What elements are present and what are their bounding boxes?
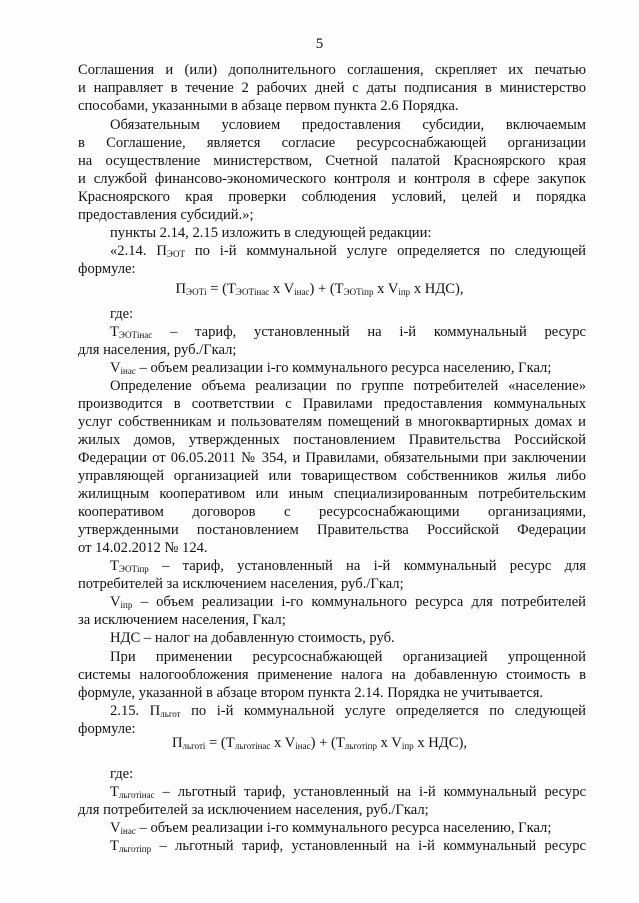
- definition-line: НДС – налог на добавленную стоимость, руб.: [110, 630, 395, 646]
- definition-line: $Т_{льготiпр}$ – льготный тариф, установленный на i-й коммунальный ресурс: [110, 838, 586, 854]
- paragraph-line: Соглашения и (или) дополнительного соглашения, скрепляет их печатью: [78, 62, 586, 78]
- paragraph-line: и направляет в течение 2 рабочих дней с даты подписания в министерство: [78, 80, 586, 96]
- definition-line: за исключением населения, Гкал;: [78, 612, 286, 628]
- definition-line: $Т_{льготiнас}$ – льготный тариф, установленный на i-й коммунальный ресурс: [110, 784, 586, 800]
- paragraph-line: формуле:: [78, 721, 136, 737]
- paragraph-line: услуг собственникам и пользователям помещений в многоквартирных домах и: [78, 414, 586, 430]
- paragraph-line: производится в соответствии с Правилами предоставления коммунальных: [78, 396, 586, 412]
- definition-line: для потребителей за исключением населения, руб./Гкал;: [78, 802, 429, 818]
- paragraph-line: формуле:: [78, 261, 136, 277]
- paragraph-line: от 14.02.2012 № 124.: [78, 540, 208, 556]
- where-label: где:: [110, 766, 134, 782]
- formula-eot: $П_{ЭОТi} = (Т_{ЭОТiнас}$ x $V_{iнас}) + (Т_{ЭОТiпр}$ x $V_{iпр}$ x НДС),: [175, 281, 464, 297]
- paragraph-line: кооперативом договоров с ресурсоснабжающими организациями,: [78, 504, 586, 520]
- paragraph-line: Красноярского края проверки соблюдения условий, целей и порядка: [78, 189, 586, 205]
- paragraph-line: утвержденными постановлением Правительства Российской Федерации: [78, 522, 586, 538]
- definition-line: потребителей за исключением населения, руб./Гкал;: [78, 576, 404, 592]
- paragraph-line: управляющей организацией или товариществом собственников жилья либо: [78, 468, 586, 484]
- definition-line: $V_{iнас}$ – объем реализации i-го коммунального ресурса населению, Гкал;: [110, 360, 552, 376]
- paragraph-line: При применении ресурсоснабжающей организацией упрощенной: [110, 649, 586, 665]
- definition-line: для населения, руб./Гкал;: [78, 342, 237, 358]
- definition-line: $Т_{ЭОТiпр}$ – тариф, установленный на i-й коммунальный ресурс для: [110, 558, 586, 574]
- paragraph-line: способами, указанными в абзаце первом пункта 2.6 Порядка.: [78, 98, 459, 114]
- paragraph-line: предоставления субсидий.»;: [78, 207, 254, 223]
- clause-214-heading: «2.14. $П_{ЭОТ}$ по i-й коммунальной услуге определяется по следующей: [110, 243, 586, 259]
- paragraph-line: Определение объема реализации по группе потребителей «население»: [110, 378, 586, 394]
- paragraph-line: на осуществление министерством, Счетной палатой Красноярского края: [78, 153, 586, 169]
- paragraph-line: в Соглашение, является согласие ресурсоснабжающей организации: [78, 135, 586, 151]
- paragraph-line: пункты 2.14, 2.15 изложить в следующей редакции:: [110, 225, 432, 241]
- formula-lgot: $П_{льготi} = (Т_{льготiнас}$ x $V_{iнас}) + (Т_{льготiпр}$ x $V_{iпр}$ x НДС),: [171, 735, 468, 751]
- clause-215-heading: 2.15. $П_{льгот}$ по i-й коммунальной услуге определяется по следующей: [110, 703, 586, 719]
- paragraph-line: Обязательным условием предоставления субсидии, включаемым: [110, 117, 586, 133]
- page-number: 5: [315, 36, 324, 52]
- paragraph-line: Федерации от 06.05.2011 № 354, и Правилами, обязательными при заключении: [78, 450, 586, 466]
- paragraph-line: жилищным кооперативом или иным специализированным потребительским: [78, 486, 586, 502]
- definition-line: $Т_{ЭОТiнас}$ – тариф, установленный на i-й коммунальный ресурс: [110, 324, 586, 340]
- definition-line: $V_{iнас}$ – объем реализации i-го коммунального ресурса населению, Гкал;: [110, 820, 552, 836]
- definition-line: $V_{iпр}$ – объем реализации i-го коммунального ресурса для потребителей: [110, 594, 586, 610]
- where-label: где:: [110, 306, 134, 322]
- paragraph-line: системы налогообложения применение налога на добавленную стоимость в: [78, 667, 586, 683]
- paragraph-line: и службой финансово-экономического контроля и контроля в сфере закупок: [78, 171, 586, 187]
- paragraph-line: формуле, указанной в абзаце втором пункта 2.14. Порядка не учитывается.: [78, 685, 544, 701]
- paragraph-line: жилых домов, утвержденных постановлением Правительства Российской: [78, 432, 586, 448]
